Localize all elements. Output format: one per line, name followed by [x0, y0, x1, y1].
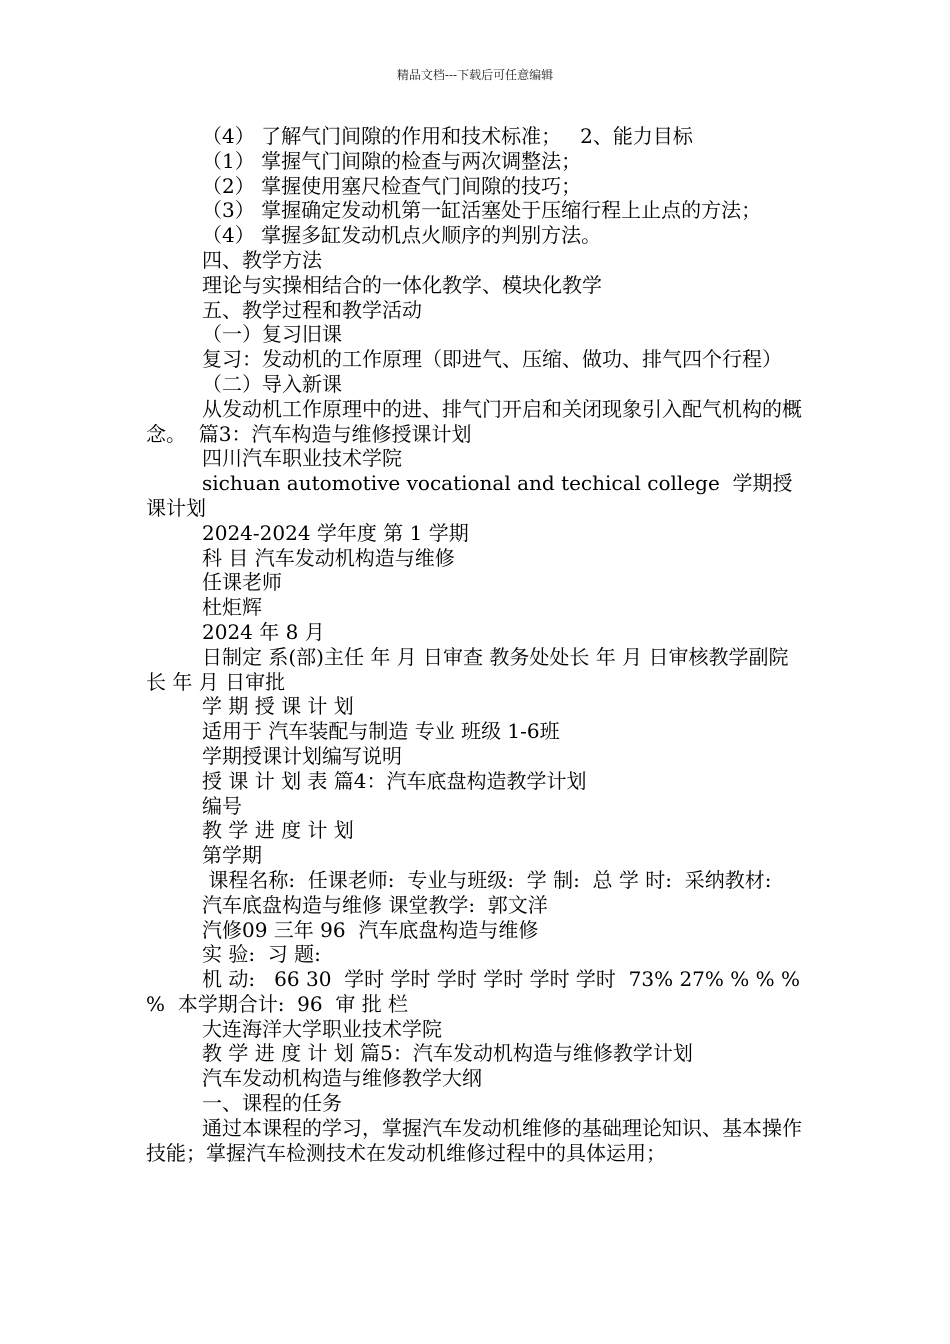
paragraph: 课程名称: 任课老师: 专业与班级: 学 制: 总 学 时: 采纳教材:	[202, 867, 772, 892]
text-line: 2024-2024 学年度 第 1 学期	[202, 520, 469, 545]
section-heading: 一、课程的任务	[202, 1091, 342, 1116]
text-line: 任课老师	[202, 570, 282, 595]
text-line: 科 目 汽车发动机构造与维修	[202, 545, 455, 570]
page-header: 精品文档---下载后可任意编辑	[396, 68, 554, 82]
text-line: 授 课 计 划 表 篇4：汽车底盘构造教学计划	[202, 768, 587, 793]
text-line: （2） 掌握使用塞尺检查气门间隙的技巧；	[202, 173, 582, 198]
text-line: （3） 掌握确定发动机第一缸活塞处于压缩行程上止点的方法；	[202, 198, 762, 223]
text-line: 杜炬辉	[202, 595, 262, 620]
text-line: 学 期 授 课 计 划	[202, 694, 354, 719]
text-line: 教 学 进 度 计 划	[202, 818, 354, 843]
text-line: （1） 掌握气门间隙的检查与两次调整法；	[202, 148, 582, 173]
text-line: 学期授课计划编写说明	[202, 743, 402, 768]
text-line: （4） 了解气门间隙的作用和技术标准； 2、能力目标	[202, 124, 693, 148]
text-line: 教 学 进 度 计 划 篇5：汽车发动机构造与维修教学计划	[202, 1041, 693, 1066]
subsection-heading: （一）复习旧课	[202, 322, 342, 347]
paragraph: 复习：发动机的工作原理（即进气、压缩、做功、排气四个行程）	[202, 347, 782, 372]
text-line: 第学期	[202, 843, 262, 868]
text-line: （4） 掌握多缸发动机点火顺序的判别方法。	[202, 223, 602, 248]
text-line: 适用于 汽车装配与制造 专业 班级 1-6班	[202, 719, 560, 744]
paragraph: 机 动: 66 30 学时 学时 学时 学时 学时 学时 73% 27% % % % % 本学期合计: 96 审 批 栏	[146, 967, 807, 1016]
text-line: 理论与实操相结合的一体化教学、模块化教学	[202, 272, 602, 297]
paragraph: 通过本课程的学习，掌握汽车发动机维修的基础理论知识、基本操作技能；掌握汽车检测技术在发动机维修过程中的具体运用；	[146, 1115, 802, 1165]
section-heading: 五、教学过程和教学活动	[202, 297, 422, 322]
text-line: 实 验: 习 题:	[202, 942, 321, 967]
text-line: 编号	[202, 793, 242, 818]
text-line: 汽修09 三年 96 汽车底盘构造与维修	[202, 917, 539, 942]
paragraph: 日制定 系(部)主任 年 月 日审查 教务处处长 年 月 日审核教学副院长 年 月 日审批	[146, 644, 789, 694]
text-line: 四川汽车职业技术学院	[202, 446, 402, 471]
paragraph: 从发动机工作原理中的进、排气门开启和关闭现象引入配气机构的概念。 篇3：汽车构造与维修授课计划	[146, 396, 802, 446]
text-line: 2024 年 8 月	[202, 619, 325, 644]
section-heading: 四、教学方法	[202, 247, 322, 272]
document-body	[146, 124, 808, 1165]
paragraph: sichuan automotive vocational and techical college 学期授课计划	[146, 471, 793, 520]
text-line: 汽车发动机构造与维修教学大纲	[202, 1066, 482, 1091]
text-line: 汽车底盘构造与维修 课堂教学: 郭文洋	[202, 892, 548, 917]
subsection-heading: （二）导入新课	[202, 371, 342, 396]
text-line: 大连海洋大学职业技术学院	[202, 1016, 442, 1041]
